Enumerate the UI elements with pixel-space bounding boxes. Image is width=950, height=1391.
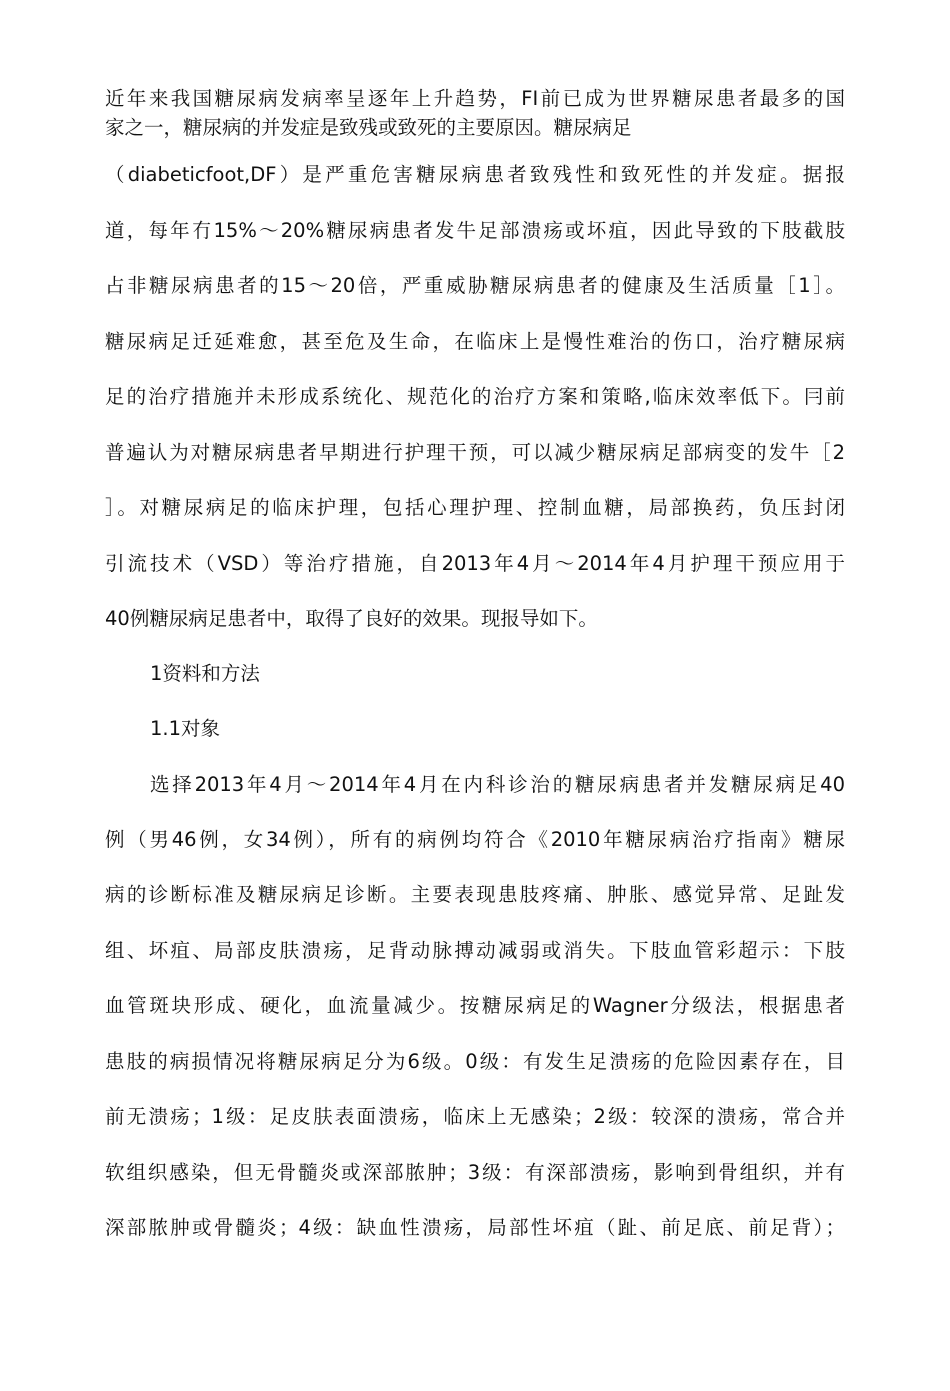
- paragraph-line: 深部脓肿或骨髓炎；4级：缺血性溃疡，局部性坏疽（趾、前足底、前足背）；: [105, 1216, 845, 1239]
- paragraph-line: 道，每年冇15%〜20%糖尿病患者发牛足部溃疡或坏疽，因此导致的下肢截肢: [105, 219, 845, 242]
- paragraph-line: 前无溃疡；1级：足皮肤表面溃疡，临床上无感染；2级：较深的溃疡，常合并: [105, 1105, 845, 1128]
- paragraph-line: 选择2013年4月〜2014年4月在内科诊治的糖尿病患者并发糖尿病足40: [150, 773, 845, 796]
- paragraph-line: 40例糖尿病足患者中，取得了良好的效果。现报导如下。: [105, 607, 598, 630]
- paragraph-line: 引流技术（VSD）等治疗措施，自2013年4月〜2014年4月护理干预应用于: [105, 552, 845, 575]
- paragraph-line: 占非糖尿病患者的15〜20倍，严重威胁糖尿病患者的健康及生活质量［1］。: [105, 274, 845, 297]
- section-heading: 1资料和方法: [150, 662, 260, 685]
- paragraph-line: 软组织感染，但无骨髓炎或深部脓肿；3级：有深部溃疡，影响到骨组织，并有: [105, 1161, 845, 1184]
- paragraph-line: 患肢的病损情况将糖尿病足分为6级。0级：有发生足溃疡的危险因素存在，目: [105, 1050, 845, 1073]
- paragraph-line: 病的诊断标准及糖尿病足诊断。主要表现患肢疼痛、肿胀、感觉异常、足趾发: [105, 883, 845, 906]
- paragraph-line: 血管斑块形成、硬化，血流量减少。按糖尿病足的Wagner分级法，根据患者: [105, 994, 845, 1017]
- paragraph-line: 足的治疗措施并未形成系统化、规范化的治疗方案和策略,临床效率低下。冃前: [105, 385, 845, 408]
- paragraph-line: 糖尿病足迁延难愈，甚至危及生命，在临床上是慢性难治的伤口，治疗糖尿病: [105, 330, 845, 353]
- paragraph-line: 近年来我国糖尿病发病率呈逐年上升趋势，FI前已成为世界糖尿患者最多的国: [105, 87, 845, 110]
- subsection-heading: 1.1对象: [150, 717, 221, 740]
- paragraph-line: 组、坏疽、局部皮肤溃疡，足背动脉搏动减弱或消失。下肢血管彩超示：下肢: [105, 939, 845, 962]
- paragraph-line: 家之一，糖尿病的并发症是致残或致死的主要原因。糖尿病足: [105, 116, 632, 139]
- paragraph-line: 例（男46例，女34例），所有的病例均符合《2010年糖尿病治疗指南》糖尿: [105, 828, 845, 851]
- paragraph-line: ］。对糖尿病足的临床护理，包括心理护理、控制血糖，局部换药，负压封闭: [105, 496, 845, 519]
- paragraph-line: （diabeticfoot,DF）是严重危害糖尿病患者致残性和致死性的并发症。据报: [105, 163, 845, 186]
- paragraph-line: 普遍认为对糖尿病患者早期进行护理干预，可以减少糖尿病足部病变的发牛［2: [105, 441, 845, 464]
